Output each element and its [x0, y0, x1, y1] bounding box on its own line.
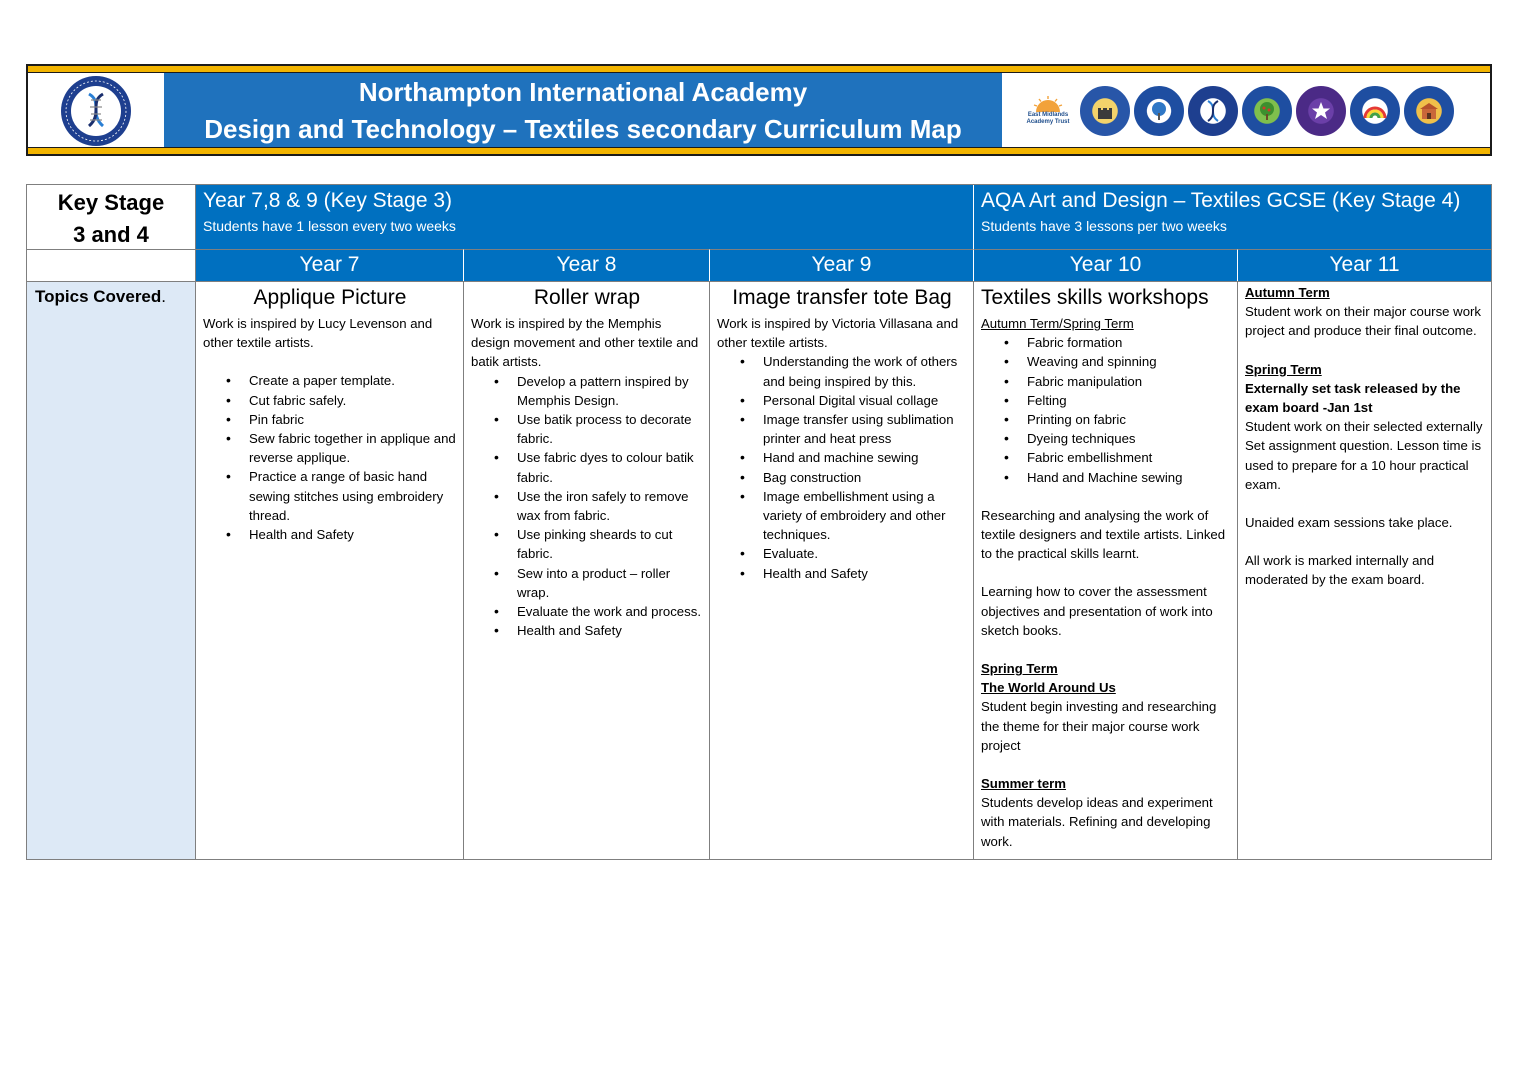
year11-spring-heading: Spring Term	[1245, 361, 1322, 377]
school-logo	[28, 73, 164, 148]
key-stage-label-line1: Key Stage	[57, 190, 165, 215]
list-item: • Use pinking sheards to cut fabric.	[517, 525, 703, 563]
list-item: • Evaluate.	[763, 544, 967, 563]
list-item: • Develop a pattern inspired by Memphis Design.	[517, 372, 703, 410]
year10-summer-heading: Summer term	[981, 776, 1067, 792]
partner-logos	[1002, 73, 1490, 148]
orchard-academy-badge	[1242, 86, 1292, 136]
list-item: • Hand and machine sewing	[763, 448, 967, 467]
list-item: • Printing on fabric	[1027, 410, 1231, 429]
year8-header: Year 8	[463, 249, 709, 281]
year11-paragraph: Unaided exam sessions take place.	[1245, 515, 1453, 531]
year10-term-heading: Autumn Term/Spring Term	[981, 316, 1134, 331]
list-item: • Evaluate the work and process.	[517, 602, 703, 621]
year9-list	[717, 352, 967, 582]
year9-content	[709, 281, 973, 859]
year11-paragraph: Student work on their selected externally Set assignment question. Lesson time is used to prepare for a 10 hour practical exam.	[1245, 419, 1483, 492]
sunrise-icon	[1033, 96, 1063, 112]
rainbow-icon	[1363, 102, 1387, 120]
school-crest-icon	[59, 74, 133, 148]
year10-spring-subheading: The World Around Us	[981, 680, 1116, 696]
list-item: • Cut fabric safely.	[249, 391, 457, 410]
trust-logo	[1020, 91, 1076, 131]
year8-topic-title: Roller wrap	[533, 286, 641, 309]
year11-paragraph: All work is marked internally and moderated by the exam board.	[1245, 553, 1435, 588]
ks4-title: AQA Art and Design – Textiles GCSE (Key Stage 4)	[981, 189, 1461, 212]
year9-intro: Work is inspired by Victoria Villasana and other textile artists.	[717, 316, 959, 351]
orchard-tree-icon	[1257, 101, 1277, 121]
prince-william-school-badge	[1296, 86, 1346, 136]
year8-content	[463, 281, 709, 859]
star-icon	[1311, 101, 1331, 121]
list-item: • Use the iron safely to remove wax from fabric.	[517, 487, 703, 525]
ks3-header	[195, 185, 973, 249]
list-item: • Understanding the work of others and being inspired by this.	[763, 352, 967, 390]
list-item: • Practice a range of basic hand sewing stitches using embroidery thread.	[249, 467, 457, 525]
list-item: • Pin fabric	[249, 410, 457, 429]
list-item: • Weaving and spinning	[1027, 352, 1231, 371]
list-item: • Image transfer using sublimation printer and heat press	[763, 410, 967, 448]
ks4-header	[973, 185, 1491, 249]
list-item: • Use batik process to decorate fabric.	[517, 410, 703, 448]
banner-title-line2: Design and Technology – Textiles secondary Curriculum Map	[204, 113, 962, 144]
list-item: • Sew into a product – roller wrap.	[517, 564, 703, 602]
trust-name: East Midlands Academy Trust	[1026, 111, 1070, 125]
year10-content	[973, 281, 1237, 859]
banner-bottom-stripe	[28, 147, 1490, 154]
list-item: • Sew fabric together in applique and reverse applique.	[249, 429, 457, 467]
castle-icon	[1096, 102, 1114, 120]
ks3-note: Students have 1 lesson every two weeks	[203, 218, 456, 234]
list-item: • Felting	[1027, 391, 1231, 410]
year10-paragraph: Students develop ideas and experiment with materials. Refining and developing work.	[981, 795, 1213, 849]
list-item: • Fabric formation	[1027, 333, 1231, 352]
shepherdswell-academy-badge	[1350, 86, 1400, 136]
tree-icon	[1149, 101, 1169, 121]
simpson-avenue-academy-badge	[1404, 86, 1454, 136]
topics-covered-label	[27, 281, 195, 859]
year7-intro: Work is inspired by Lucy Levenson and other textile artists.	[203, 316, 433, 351]
curriculum-table	[26, 184, 1492, 860]
header-banner	[26, 64, 1492, 156]
year9-header: Year 9	[709, 249, 973, 281]
dna-icon	[1205, 100, 1221, 122]
list-item: • Fabric embellishment	[1027, 448, 1231, 467]
topics-covered-period: .	[161, 287, 167, 306]
northampton-academy-badge	[1188, 86, 1238, 136]
banner-top-stripe	[28, 66, 1490, 73]
year7-topic-title: Applique Picture	[253, 286, 407, 309]
list-item: • Hand and Machine sewing	[1027, 468, 1231, 487]
year10-paragraph: Researching and analysing the work of textile designers and textile artists. Linked to the practical skills learnt.	[981, 507, 1226, 562]
list-item: • Image embellishment using a variety of embroidery and other techniques.	[763, 487, 967, 545]
list-item: • Bag construction	[763, 468, 967, 487]
list-item: • Personal Digital visual collage	[763, 391, 967, 410]
ks3-title: Year 7,8 & 9 (Key Stage 3)	[203, 189, 453, 212]
list-item: • Create a paper template.	[249, 371, 457, 390]
year10-paragraph: Learning how to cover the assessment objectives and presentation of work into sketch books.	[981, 584, 1213, 638]
list-item: • Health and Safety	[249, 525, 457, 544]
year10-header: Year 10	[973, 249, 1237, 281]
year7-content	[195, 281, 463, 859]
year11-header: Year 11	[1237, 249, 1491, 281]
hardingstone-academy-badge	[1134, 86, 1184, 136]
list-item: • Fabric manipulation	[1027, 372, 1231, 391]
year9-topic-title: Image transfer tote Bag	[732, 286, 952, 309]
year11-autumn-heading: Autumn Term	[1245, 285, 1330, 300]
year10-topic-title: Textiles skills workshops	[981, 286, 1209, 309]
year10-spring-heading: Spring Term	[981, 661, 1058, 677]
building-icon	[1419, 102, 1439, 120]
list-item: • Use fabric dyes to colour batik fabric.	[517, 448, 703, 486]
ks4-note: Students have 3 lessons per two weeks	[981, 218, 1227, 234]
list-item: • Dyeing techniques	[1027, 429, 1231, 448]
year10-list	[981, 333, 1231, 487]
year-row-spacer	[27, 249, 195, 281]
banner-title	[164, 73, 1002, 148]
year10-paragraph: Student begin investing and researching the theme for their major course work project	[981, 699, 1217, 753]
castle-academy-badge	[1080, 86, 1130, 136]
year7-header: Year 7	[195, 249, 463, 281]
year8-list	[471, 372, 703, 641]
topics-covered-text: Topics Covered	[35, 287, 162, 306]
list-item: • Health and Safety	[517, 621, 703, 640]
key-stage-label	[27, 185, 195, 249]
banner-title-line1: Northampton International Academy	[358, 76, 808, 107]
key-stage-label-line2: 3 and 4	[73, 222, 149, 247]
year11-exam-note: Externally set task released by the exam board -Jan 1st	[1245, 380, 1461, 416]
year7-list	[203, 371, 457, 544]
year11-paragraph: Student work on their major course work project and produce their final outcome.	[1245, 304, 1482, 339]
year11-content	[1237, 281, 1491, 859]
list-item: • Health and Safety	[763, 564, 967, 583]
year8-intro: Work is inspired by the Memphis design movement and other textile and batik artists.	[471, 316, 699, 370]
